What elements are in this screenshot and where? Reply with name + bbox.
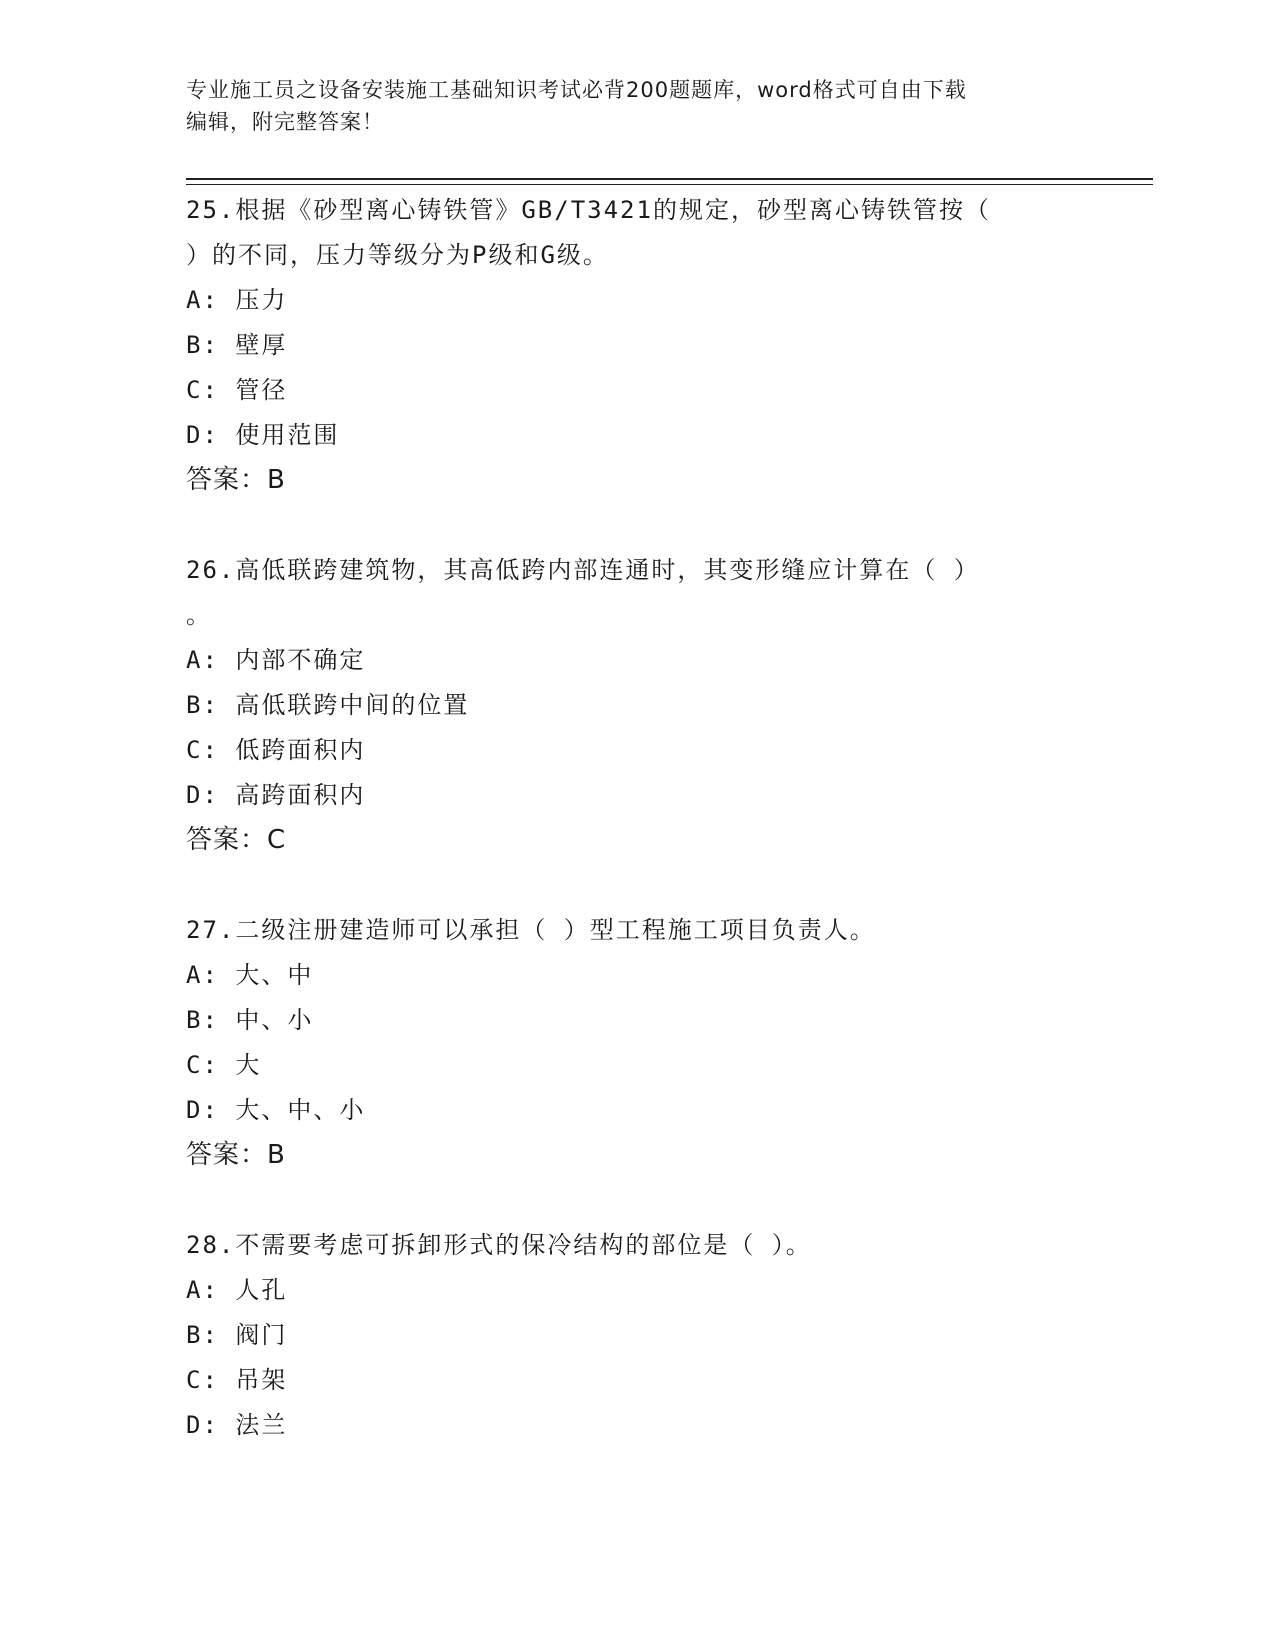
question-stem-line: 28.不需要考虑可拆卸形式的保冷结构的部位是（ ）。 (186, 1231, 812, 1259)
question-spacer (186, 503, 1086, 548)
question-28 (186, 1223, 1086, 1448)
option-d: D: 大、中、小 (186, 1096, 366, 1124)
option-a: A: 内部不确定 (186, 646, 366, 674)
answer-label: 答案：B (186, 1140, 286, 1170)
question-stem-line: 27.二级注册建造师可以承担（ ）型工程施工项目负责人。 (186, 916, 876, 944)
option-a: A: 人孔 (186, 1276, 288, 1304)
header-divider-thick (186, 178, 1153, 180)
option-a: A: 大、中 (186, 961, 314, 989)
question-27 (186, 908, 1086, 1223)
answer-label: 答案：B (186, 465, 286, 495)
question-spacer (186, 1178, 1086, 1223)
option-b: B: 壁厚 (186, 331, 288, 359)
option-a: A: 压力 (186, 286, 288, 314)
header-line-2: 编辑，附完整答案！ (186, 110, 384, 134)
question-list (186, 188, 1086, 1448)
question-stem-line: ）的不同，压力等级分为P级和G级。 (186, 241, 609, 269)
question-stem-line: 26.高低联跨建筑物，其高低跨内部连通时，其变形缝应计算在（ ） (186, 556, 980, 584)
header-divider-thin (186, 184, 1153, 185)
option-b: B: 高低联跨中间的位置 (186, 691, 470, 719)
question-stem-line: 25.根据《砂型离心铸铁管》GB/T3421的规定，砂型离心铸铁管按（ (186, 196, 991, 224)
option-c: C: 低跨面积内 (186, 736, 366, 764)
option-c: C: 大 (186, 1051, 262, 1079)
option-c: C: 吊架 (186, 1366, 288, 1394)
header-line-1: 专业施工员之设备安装施工基础知识考试必背200题题库，word格式可自由下载 (186, 78, 967, 102)
question-spacer (186, 863, 1086, 908)
option-c: C: 管径 (186, 376, 288, 404)
answer-label: 答案：C (186, 825, 287, 855)
option-d: D: 法兰 (186, 1411, 288, 1439)
option-d: D: 使用范围 (186, 421, 340, 449)
option-b: B: 阀门 (186, 1321, 288, 1349)
option-b: B: 中、小 (186, 1006, 314, 1034)
question-25 (186, 188, 1086, 548)
document-header (186, 74, 1086, 138)
question-26 (186, 548, 1086, 908)
question-stem-line: 。 (186, 601, 212, 629)
option-d: D: 高跨面积内 (186, 781, 366, 809)
